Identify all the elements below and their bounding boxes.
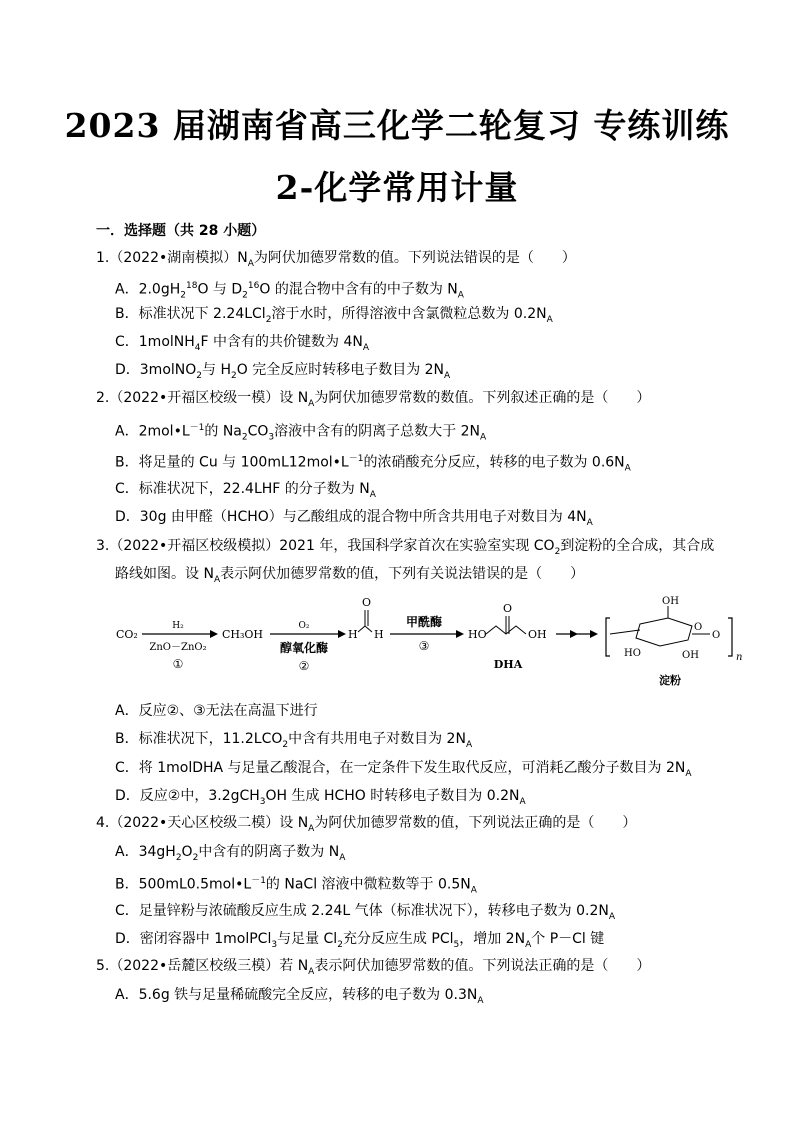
question-5-stem: 5.（2022•岳麓区校级三模）若 $N_A$表示阿伏加德罗常数的值。下列说法正确的是（ ） xyxy=(96,958,651,977)
starch-o-link: O xyxy=(712,630,721,641)
question-2-stem: 2.（2022•开福区校级一模）设 $N_A$为阿伏加德罗常数的数值。下列叙述正确的是（ ） xyxy=(96,390,651,409)
arrow-3-head xyxy=(456,630,464,638)
question-1-option-a: A．$2.0gH_2^{18}O$ 与 $D_2^{16}O$ 的混合物中含有的中子数为 $N_A$ xyxy=(115,281,464,301)
starch-link-left xyxy=(610,630,640,634)
question-4-stem: 4.（2022•天心区校级二模）设 $N_A$为阿伏加德罗常数的值，下列说法正确的是（ ） xyxy=(96,815,637,834)
question-4-option-c: C．足量锌粉与浓硫酸反应生成 2.24L 气体（标准状况下），转移电子数为 $0.2N_A$ xyxy=(115,903,616,922)
starch-label: 淀粉 xyxy=(659,674,681,687)
question-2-option-a: A．$2mol•L^{-1}$的 $Na_2CO_3$溶液中含有的阴离子总数大于 $2N_A$ xyxy=(115,423,487,443)
formaldehyde-o: O xyxy=(362,596,372,609)
starch-n: n xyxy=(736,652,743,663)
page-title-line-2: 2-化学常用计量 xyxy=(275,168,519,207)
starch-ring-o: O xyxy=(694,622,703,633)
question-3-option-c: C．将 1molDHA 与足量乙酸混合，在一定条件下发生取代反应，可消耗乙酸分子数目为 $2N_A$ xyxy=(115,760,692,779)
question-4-option-b: B．$500mL0.5mol•L^{-1}$的 NaCl 溶液中微粒数等于 $0.5N_A$ xyxy=(115,876,477,896)
catalyst-3-label: 甲酰酶 xyxy=(405,615,443,629)
question-2-option-d: D．30g 由甲醛（HCHO）与乙酸组成的混合物中所含共用电子对数目为 $4N_A$ xyxy=(115,509,593,528)
formaldehyde-bond-left xyxy=(358,626,365,632)
starch-ring xyxy=(636,618,692,646)
question-4-option-d: D．密闭容器中 1molPCl$_3$与足量 $Cl_2$充分反应生成 PCl$_5$，增加 $2N_A$个 P－Cl 键 xyxy=(115,931,605,950)
formaldehyde-h-right: H xyxy=(374,628,384,641)
question-3-stem: 3.（2022•开福区校级模拟）2021 年，我国科学家首次在实验室实现 $CO_2$到淀粉的全合成，其合成 xyxy=(96,538,715,557)
dha-label: DHA xyxy=(493,658,523,671)
synthesis-route-diagram xyxy=(112,594,752,698)
o2-label: O₂ xyxy=(298,621,310,631)
starch-ho-left: HO xyxy=(624,648,641,659)
formaldehyde-h-left: H xyxy=(348,628,358,641)
h2-label: H₂ xyxy=(172,621,184,631)
page-title-line-1: 2023 届湖南省高三化学二轮复习 专练训练 xyxy=(64,106,730,145)
question-1-option-c: C．1molNH$_4$F 中含有的共价键数为 $4N_A$ xyxy=(115,334,370,353)
question-3-stem-continued: 路线如图。设 $N_A$表示阿伏加德罗常数的值，下列有关说法错误的是（ ） xyxy=(115,566,585,585)
dha-oh-right: OH xyxy=(528,628,547,641)
question-1-stem: 1.（2022•湖南模拟）$N_A$为阿伏加德罗常数的值。下列说法错误的是（ ） xyxy=(96,250,576,269)
arrow-2-head xyxy=(338,630,346,638)
arrow-4-head-2 xyxy=(590,630,598,638)
step-1-label: ① xyxy=(172,657,184,671)
starch-bracket-left xyxy=(606,618,610,656)
formaldehyde-bond-right xyxy=(365,626,372,632)
step-2-label: ② xyxy=(298,659,310,673)
starch-oh-bottom: OH xyxy=(682,650,699,661)
catalyst-1-label: ZnO－ZnO₂ xyxy=(149,642,207,653)
question-1-option-b: B．标准状况下 2.24LCl$_2$溶于水时，所得溶液中含氯微粒总数为 $0.2N_A$ xyxy=(115,306,553,325)
question-2-option-b: B．将足量的 Cu 与 $100mL12mol•L^{-1}$的浓硝酸充分反应，转移的电子数为 $0.6N_A$ xyxy=(115,454,631,474)
question-2-option-c: C．标准状况下，22.4LHF 的分子数为 $N_A$ xyxy=(115,481,376,500)
starch-oh-top: OH xyxy=(662,596,679,607)
question-4-option-a: A．$34gH_2O_2$中含有的阴离子数为 $N_A$ xyxy=(115,844,346,863)
co2-label: CO₂ xyxy=(116,628,138,641)
question-5-option-a: A．5.6g 铁与足量稀硫酸完全反应，转移的电子数为 $0.3N_A$ xyxy=(115,987,484,1006)
dha-o: O xyxy=(503,602,513,615)
question-1-option-d: D．3molNO$_2$与 $H_2O$ 完全反应时转移电子数目为 $2N_A$ xyxy=(115,362,451,381)
question-3-option-a: A．反应②、③无法在高温下进行 xyxy=(115,703,318,719)
dha-ho-left: HO xyxy=(468,628,487,641)
step-3-label: ③ xyxy=(418,639,430,653)
arrow-1-head xyxy=(210,630,218,638)
catalyst-2-label: 醇氧化酶 xyxy=(279,641,329,655)
ch3oh-label: CH₃OH xyxy=(222,628,264,641)
question-3-option-d: D．反应②中，3.2gCH$_3$OH 生成 HCHO 时转移电子数目为 $0.2N_A$ xyxy=(115,788,526,807)
arrow-4-head-1 xyxy=(570,630,578,638)
question-3-option-b: B．标准状况下，$11.2LCO_2$中含有共用电子对数目为 $2N_A$ xyxy=(115,731,473,750)
starch-bracket-right xyxy=(728,618,732,656)
section-heading: 一．选择题（共 28 小题） xyxy=(96,223,266,239)
